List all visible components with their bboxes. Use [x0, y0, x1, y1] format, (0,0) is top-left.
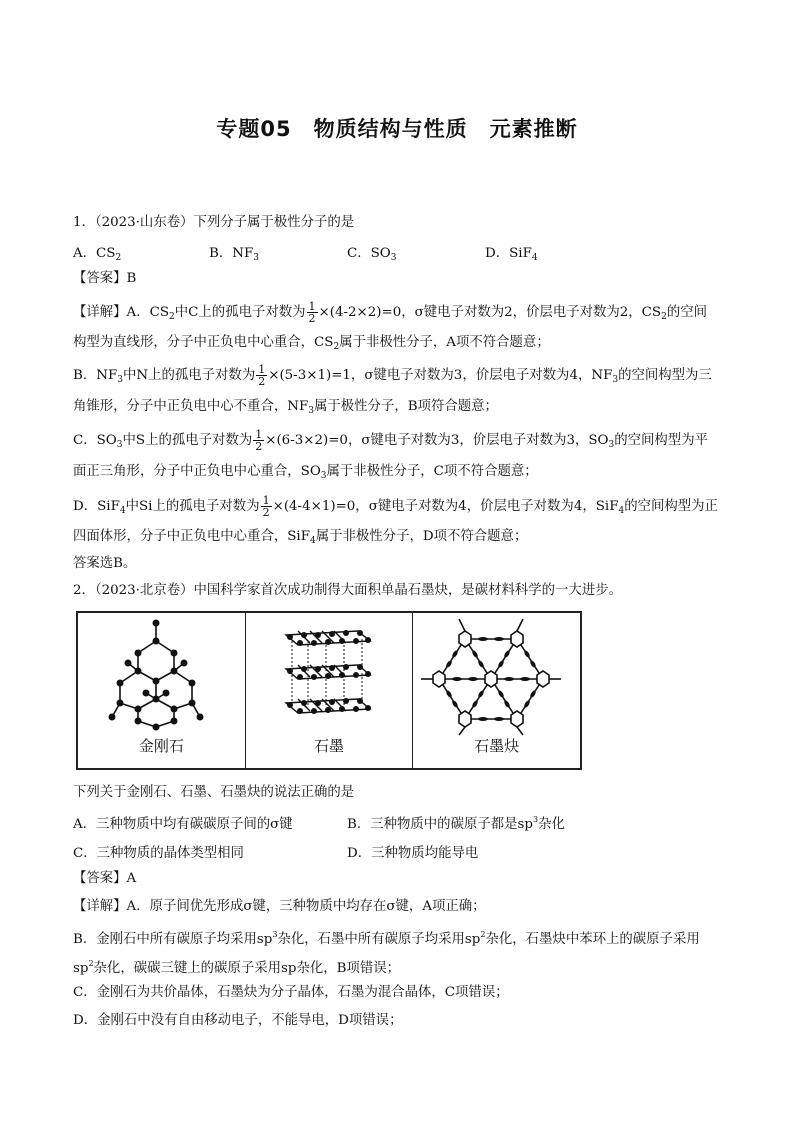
q2-answer: 【答案】A — [73, 871, 137, 886]
carbon-allotropes-figure — [76, 611, 582, 770]
fraction-one-half: $\frac{1}{2}$ — [258, 363, 266, 388]
q1-explanation-d-line1: D．SiF$_4$中Si上的孤电子对数为 $\frac{1}{2}$ ×(4-4×1)=0，σ键电子对数为4，价层电子对数为4，SiF$_4$的空间构型为正 — [73, 494, 718, 519]
q1-explanation-a-line1: 【详解】A．$CS_2$中C上的孤电子对数为 $\frac{1}{2}$ ×(4-2×2)=0，σ键电子对数为2，价层电子对数为2，$CS_2$的空间 — [73, 300, 708, 325]
figure-caption-graphite: 石墨 — [314, 737, 345, 755]
diamond-structure-image — [78, 613, 235, 738]
fraction-one-half: $\frac{1}{2}$ — [255, 428, 263, 453]
q1-explanation-d-line2: 四面体形，分子中正负电中心重合，SiF$_4$属于非极性分子，D项不符合题意； — [73, 529, 528, 546]
q2-option-a: A．三种物质中均有碳碳原子间的σ键 — [73, 817, 293, 832]
q1-option-c: C．$SO_3$ — [347, 246, 397, 263]
graphdiyne-structure-image — [413, 613, 570, 738]
question-1-stem: 1．（2023·山东卷）下列分子属于极性分子的是 — [73, 215, 355, 230]
q2-explanation-line5: D．金刚石中没有自由移动电子，不能导电，D项错误； — [73, 1013, 403, 1028]
graphite-structure-image — [246, 613, 403, 738]
q2-explanation-line2: B．金刚石中所有碳原子均采用$sp^3$杂化，石墨中所有碳原子均采用$sp^2$杂化，石墨炔中苯环上的碳原子采用 — [73, 930, 700, 947]
q2-option-c: C．三种物质的晶体类型相同 — [73, 846, 244, 861]
q2-explanation-line4: C．金刚石为共价晶体，石墨炔为分子晶体，石墨为混合晶体，C项错误； — [73, 985, 509, 1000]
q1-explanation-c-line2: 面正三角形，分子中正负电中心重合，$SO_3$属于非极性分子，C项不符合题意； — [73, 464, 538, 481]
q1-explanation-b-line2: 角锥形，分子中正负电中心不重合，$NF_3$属于极性分子，B项符合题意； — [73, 399, 498, 416]
q1-explanation-b-line1: B．$NF_3$中N上的孤电子对数为 $\frac{1}{2}$ ×(5-3×1)=1，σ键电子对数为3，价层电子对数为4，$NF_3$的空间构型为三 — [73, 363, 712, 388]
q1-option-d: D．SiF$_4$ — [485, 246, 538, 263]
figure-cell-graphite — [246, 613, 414, 768]
q2-prompt: 下列关于金刚石、石墨、石墨炔的说法正确的是 — [73, 785, 355, 800]
question-2-stem: 2．（2023·北京卷）中国科学家首次成功制得大面积单晶石墨炔，是碳材料科学的一大进步。 — [73, 583, 622, 598]
q1-conclusion: 答案选B。 — [73, 556, 137, 571]
q1-option-b: B．$NF_3$ — [209, 246, 259, 263]
q1-explanation-c-line1: C．$SO_3$中S上的孤电子对数为 $\frac{1}{2}$ ×(6-3×2)=0，σ键电子对数为3，价层电子对数为3，$SO_3$的空间构型为平 — [73, 428, 708, 453]
page-title: 专题05 物质结构与性质 元素推断 — [216, 117, 578, 141]
q2-option-b: B．三种物质中的碳原子都是$sp^3$杂化 — [347, 815, 565, 832]
fraction-one-half: $\frac{1}{2}$ — [308, 300, 316, 325]
figure-caption-diamond: 金刚石 — [138, 737, 184, 755]
figure-cell-diamond — [78, 613, 246, 768]
q2-option-d: D．三种物质均能导电 — [347, 846, 479, 861]
q1-explanation-a-line2: 构型为直线形，分子中正负电中心重合，$CS_2$属于非极性分子，A项不符合题意； — [73, 335, 550, 352]
figure-caption-graphdiyne: 石墨炔 — [474, 737, 520, 755]
fraction-one-half: $\frac{1}{2}$ — [262, 494, 270, 519]
q2-explanation-line1: 【详解】A．原子间优先形成σ键，三种物质中均存在σ键，A项正确； — [73, 899, 486, 914]
q1-option-a: A．$CS_2$ — [73, 246, 122, 263]
figure-cell-graphdiyne — [413, 613, 580, 768]
q1-answer: 【答案】B — [73, 271, 137, 286]
q2-explanation-line3: $sp^2$杂化，碳碳三键上的碳原子采用sp杂化，B项错误； — [73, 959, 401, 976]
